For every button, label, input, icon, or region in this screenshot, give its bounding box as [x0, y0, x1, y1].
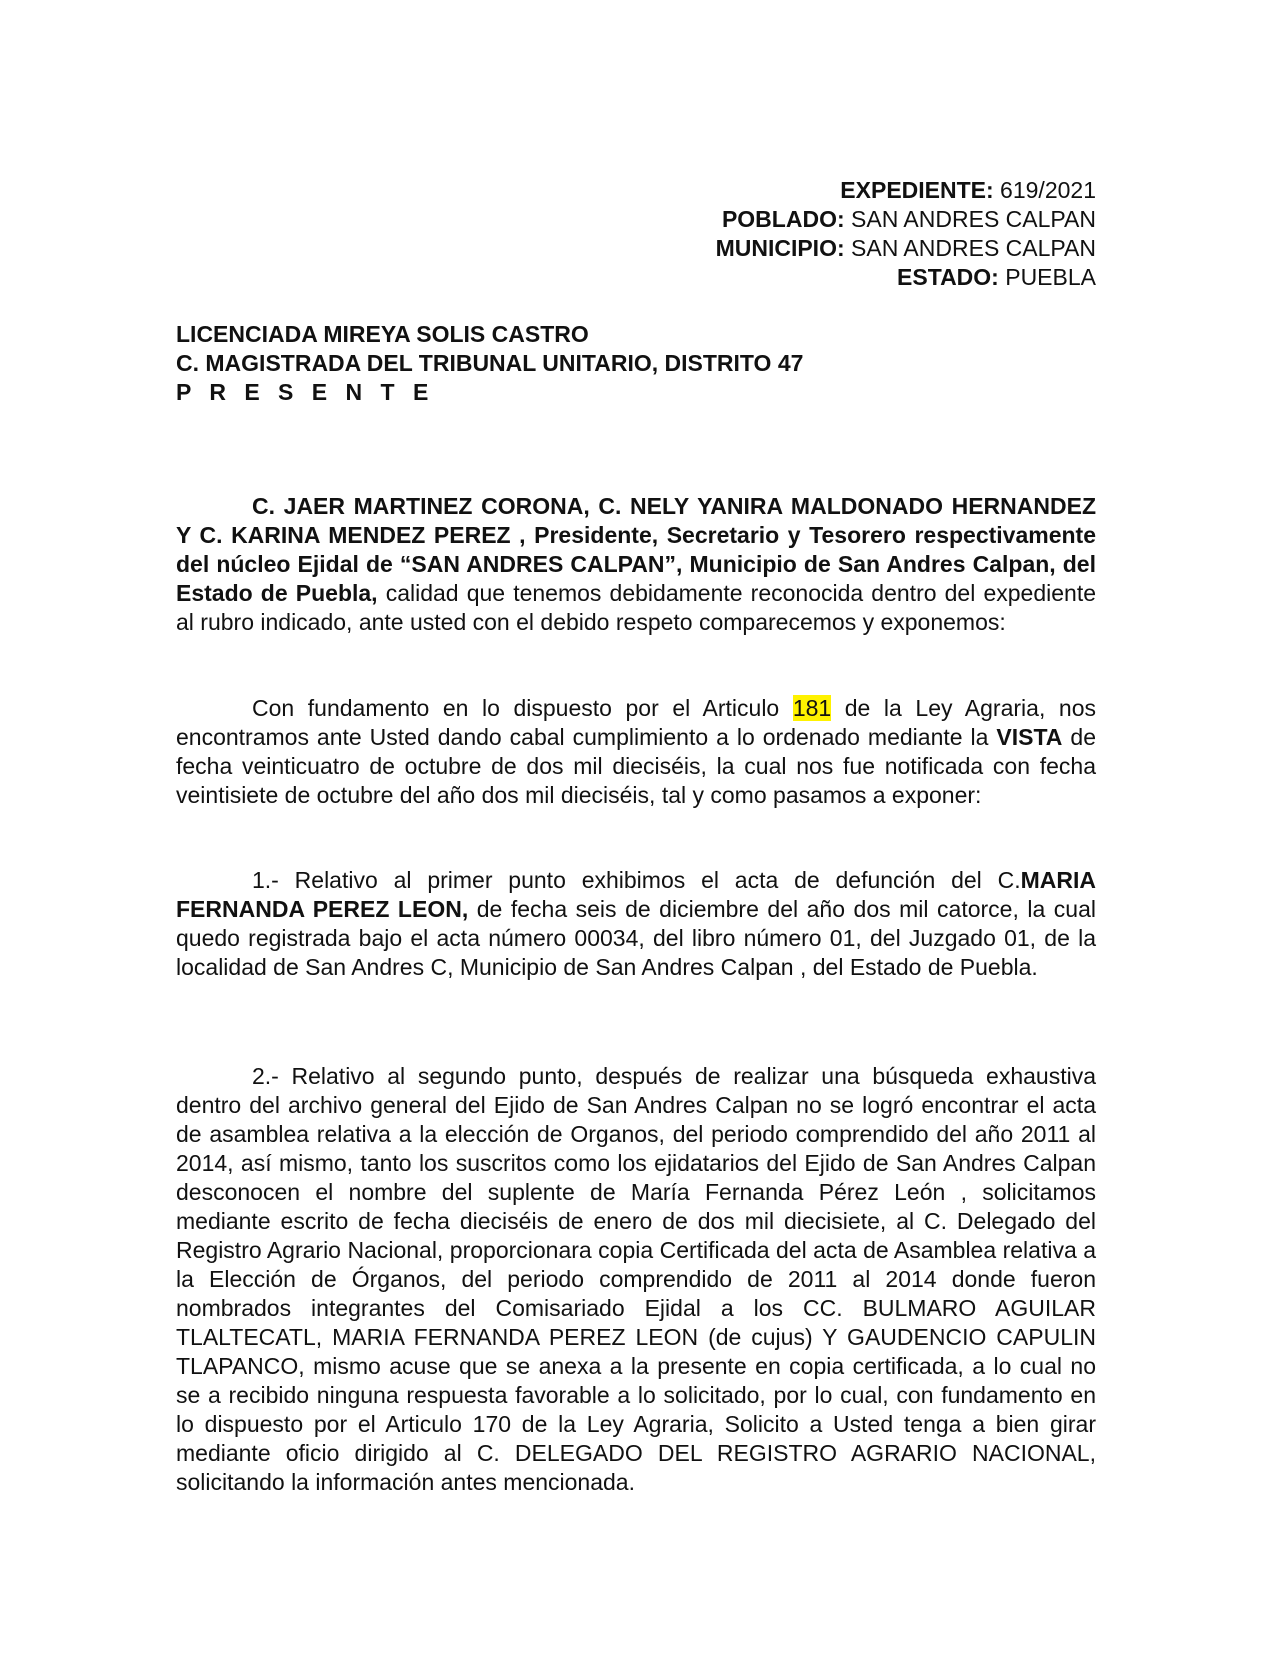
fundamento-paragraph — [176, 694, 1096, 810]
point-one-paragraph — [176, 866, 1096, 982]
addressee-name: LICENCIADA MIREYA SOLIS CASTRO — [176, 321, 589, 347]
fundamento-text-a: Con fundamento en lo dispuesto por el Articulo — [252, 695, 793, 721]
fundamento-text-b: de la Ley Agraria, nos encontramos ante Usted dando cabal cumplimiento a lo ordenado mediante la — [176, 695, 1096, 750]
vista-bold: VISTA — [996, 724, 1063, 750]
estado-line — [716, 263, 1096, 292]
addressee-block — [176, 320, 803, 407]
petitioners-names: C. JAER MARTINEZ CORONA, C. NELY YANIRA MALDONADO HERNANDEZ Y C. KARINA MENDEZ PEREZ , Presidente, Secretario y Tesorero respectivamente del núcleo Ejidal de “SAN ANDRES CALPAN”, Municipio de San Andres Calpan, del Estado de Puebla, — [176, 493, 1096, 606]
municipio-value: SAN ANDRES CALPAN — [844, 235, 1096, 261]
deceased-name: MARIA FERNANDA PEREZ LEON, — [176, 867, 1096, 922]
municipio-label: MUNICIPIO: — [715, 235, 845, 261]
intro-paragraph — [176, 492, 1096, 637]
point-two-paragraph — [176, 1062, 1096, 1497]
fundamento-text-c: de fecha veinticuatro de octubre de dos mil dieciséis, la cual nos fue notificada con fecha veintisiete de octubre del año dos mil dieciséis, tal y como pasamos a exponer: — [176, 724, 1096, 808]
point-one-text-a: 1.- Relativo al primer punto exhibimos el acta de defunción del C. — [252, 867, 1021, 893]
intro-rest: calidad que tenemos debidamente reconocida dentro del expediente al rubro indicado, ante usted con el debido respeto comparecemos y exponemos: — [176, 580, 1096, 635]
poblado-value: SAN ANDRES CALPAN — [844, 206, 1096, 232]
estado-value: PUEBLA — [998, 264, 1096, 290]
article-number-highlight: 181 — [792, 695, 832, 721]
estado-label: ESTADO: — [897, 264, 999, 290]
point-one-text-b: de fecha seis de diciembre del año dos mil catorce, la cual quedo registrada bajo el acta número 00034, del libro número 01, del Juzgado 01, de la localidad de San Andres C, Municipio de San Andres Calpan , del Estado de Puebla. — [176, 896, 1096, 980]
municipio-line — [716, 234, 1096, 263]
poblado-line — [716, 205, 1096, 234]
case-header — [716, 176, 1096, 292]
expediente-value: 619/2021 — [993, 177, 1096, 203]
presente-line: P R E S E N T E — [176, 379, 435, 405]
expediente-line — [716, 176, 1096, 205]
addressee-title: C. MAGISTRADA DEL TRIBUNAL UNITARIO, DISTRITO 47 — [176, 350, 804, 376]
poblado-label: POBLADO: — [721, 206, 845, 232]
point-two-text: 2.- Relativo al segundo punto, después de realizar una búsqueda exhaustiva dentro del archivo general del Ejido de San Andres Calpan no se logró encontrar el acta de asamblea relativa a la elección de Organos, del periodo comprendido del año 2011 al 2014, así mismo, tanto los suscritos como los ejidatarios del Ejido de San Andres Calpan desconocen el nombre del suplente de María Fernanda Pérez León , solicitamos mediante escrito de fecha dieciséis de enero de dos mil diecisiete, al C. Delegado del Registro Agrario Nacional, proporcionara copia Certificada del acta de Asamblea relativa a la Elección de Órganos, del periodo comprendido de 2011 al 2014 donde fueron nombrados integrantes del Comisariado Ejidal a los CC. BULMARO AGUILAR TLALTECATL, MARIA FERNANDA PEREZ LEON (de cujus) Y GAUDENCIO CAPULIN TLAPANCO, mismo acuse que se anexa a la presente en copia certificada, a lo cual no se a recibido ninguna respuesta favorable a lo solicitado, por lo cual, con fundamento en lo dispuesto por el Articulo 170 de la Ley Agraria, Solicito a Usted tenga a bien girar mediante oficio dirigido al C. DELEGADO DEL REGISTRO AGRARIO NACIONAL, solicitando la información antes mencionada. — [176, 1063, 1096, 1495]
expediente-label: EXPEDIENTE: — [840, 177, 994, 203]
